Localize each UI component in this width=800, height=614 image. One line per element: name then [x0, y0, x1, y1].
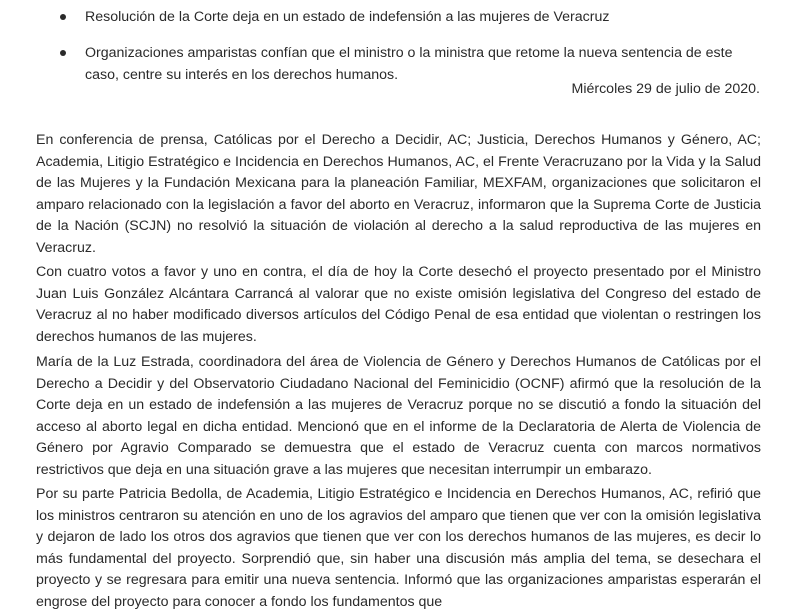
body-paragraph: En conferencia de prensa, Católicas por el Derecho a Decidir, AC; Justicia, Derechos Humanos y Género, AC; Academia, Litigio Estratégico e Incidencia en Derechos Humanos, AC, el Frente Veracruzano por la Vida y la Salud de las Mujeres y la Fundación Mexicana para la planeación Familiar, MEXFAM, organizaciones que solicitaron el amparo relacionado con la legislación a favor del aborto en Veracruz, informaron que la Suprema Corte de Justicia de la Nación (SCJN) no resolvió la situación de violación al derecho a la salud reproductiva de las mujeres en Veracruz. [36, 132, 761, 256]
body-paragraph: Con cuatro votos a favor y uno en contra, el día de hoy la Corte desechó el proyecto presentado por el Ministro Juan Luis González Alcántara Carrancá al valorar que no existe omisión legislativa del Congreso del estado de Veracruz al no haber modificado diversos artículos del Código Penal de esa entidad que violentan o restringen los derechos humanos de las mujeres. [36, 264, 761, 345]
bullet-text: Resolución de la Corte deja en un estado de indefensión a las mujeres de Veracruz [85, 9, 610, 25]
bullet-dot-icon [60, 14, 66, 20]
body-paragraph: María de la Luz Estrada, coordinadora del área de Violencia de Género y Derechos Humanos de Católicas por el Derecho a Decidir y del Observatorio Ciudadano Nacional del Feminicidio (OCNF) afirmó que la resolución de la Corte deja en un estado de indefensión a las mujeres de Veracruz porque no se discutió a fondo la situación del acceso al aborto legal en dicha entidad. Mencionó que en el informe de la Declaratoria de Alerta de Violencia de Género por Agravio Comparado se demuestra que el estado de Veracruz cuenta con marcos normativos restrictivos que deja en una situación grave a las mujeres que necesitan interrumpir un embarazo. [36, 354, 761, 478]
bullet-text: Organizaciones amparistas confían que el ministro o la ministra que retome la nueva sentencia de este caso, centre su interés en los derechos humanos. [85, 45, 733, 83]
bullet-dot-icon [60, 50, 66, 56]
document-date: Miércoles 29 de julio de 2020. [571, 81, 760, 97]
bullet-item [60, 6, 760, 28]
body-paragraph: Por su parte Patricia Bedolla, de Academia, Litigio Estratégico e Incidencia en Derechos Humanos, AC, refirió que los ministros centraron su atención en uno de los agravios del amparo que tienen que ver con la omisión legislativa y dejaron de lado los otros dos agravios que tienen que ver con los derechos humanos de las mujeres, es decir lo más fundamental del proyecto. Sorprendió que, sin haber una discusión más amplia del tema, se desechara el proyecto y se regresara para emitir una nueva sentencia. Informó que las organizaciones amparistas esperarán el engrose del proyecto para conocer a fondo los fundamentos que [36, 486, 761, 610]
